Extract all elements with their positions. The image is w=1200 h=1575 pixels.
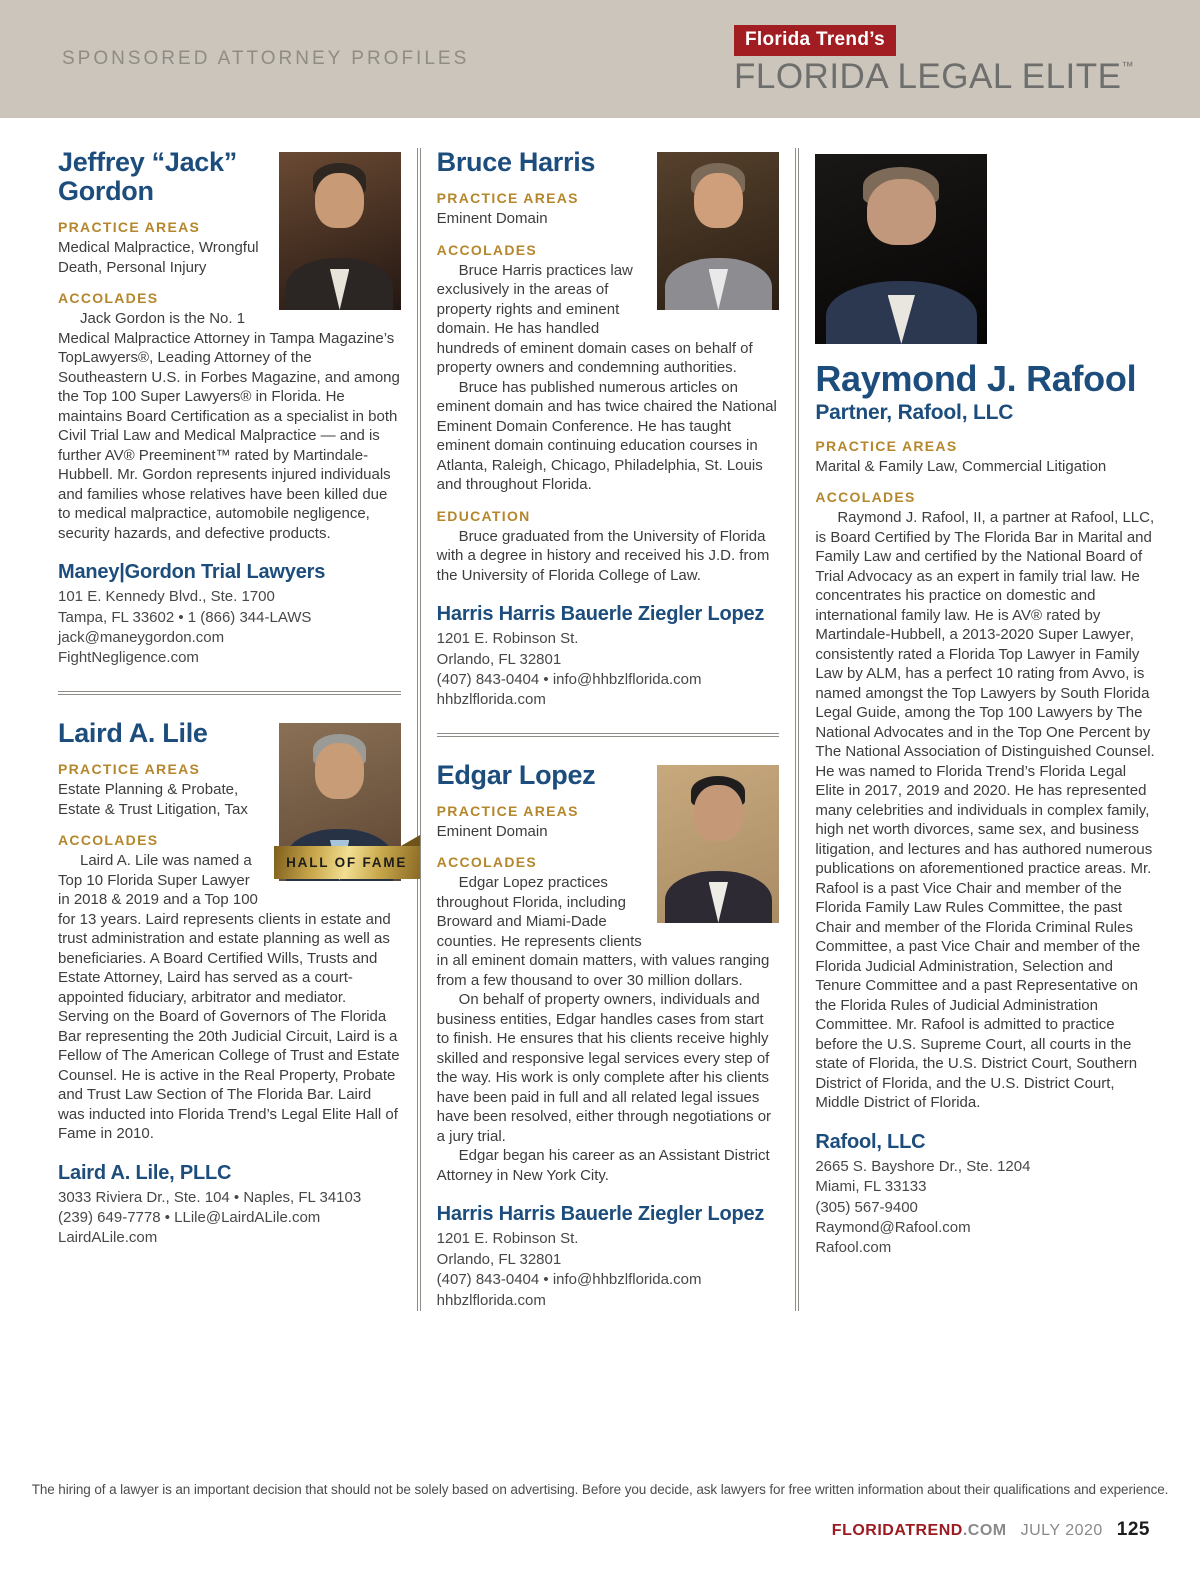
practice-areas-heading: PRACTICE AREAS (58, 761, 201, 778)
practice-areas-heading: PRACTICE AREAS (436, 802, 579, 819)
contact-website: hhbzlflorida.com (436, 691, 546, 709)
contact-line: 2665 S. Bayshore Dr., Ste. 1204 (815, 1157, 1031, 1175)
contact-line: (239) 649-7778 • LLile@LairdALile.com (58, 1208, 321, 1226)
brand-block (734, 25, 1134, 94)
contact-website: LairdALile.com (58, 1229, 158, 1247)
accolades-heading: ACCOLADES (815, 489, 916, 506)
accolades-heading: ACCOLADES (58, 290, 159, 307)
footer-site (832, 1522, 1007, 1540)
contact-email: jack@maneygordon.com (58, 629, 225, 647)
masthead (0, 0, 1200, 118)
contact-line: 1201 E. Robinson St. (436, 630, 579, 648)
firm-name: Laird A. Lile, PLLC (58, 1161, 232, 1184)
contact-website: Rafool.com (815, 1239, 892, 1257)
florida-trends-badge: Florida Trend’s (734, 25, 896, 56)
accolades-paragraph: Edgar began his career as an Assistant District Attorney in New York City. (436, 1147, 770, 1184)
attorney-photo-rafool (815, 154, 987, 344)
accolades-paragraph: Bruce Harris practices law exclusively in the areas of property rights and eminent domain. He has handled hundreds of eminent domain cases on behalf of property owners and condemning authorities. (436, 261, 753, 377)
attorney-name: Raymond J. Rafool (815, 358, 1137, 399)
column-2 (437, 148, 780, 1311)
accolades-paragraph: Raymond J. Rafool, II, a partner at Rafool, LLC, is Board Certified by The Florida Bar in Marital and Family Law and certified by the National Board of Trial Advocacy as an expert in family trial law. He concentrates his practice on domestic and international family law. He is AV® rated by Martindale-Hubbell, a 2013-2020 Super Lawyer, consistently rated a Florida Top Lawyer in Family Law by ALM, has a perfect 10 rating from Avvo, is named amongst the Top Lawyers by South Florida Legal Guide, among the Top 100 Lawyers by The National Advocates and in the Top One Percent by The National Association of Distinguished Counsel. He was named to Florida Trend’s Florida Legal Elite in 2017, 2019 and 2020. He has represented many celebrities and individuals in complex family, high net worth divorces, same sex, and business litigation, and lectures and has authored numerous publications on aforementioned practice areas. Mr. Rafool is a past Vice Chair and member of the Florida Family Law Rules Committee, the past Chair and member of the Florida Criminal Rules Committee, a past Vice Chair and member of the Florida Judicial Administration, Selection and Tenure Committee and a past Representative on the Florida Rules of Judicial Administration Committee. Mr. Rafool is admitted to practice before the U.S. Supreme Court, all courts in the state of Florida, the U.S. District Court, Southern District of Florida, and the U.S. District Court, Middle District of Florida. (815, 509, 1155, 1112)
firm-name: Harris Harris Bauerle Ziegler Lopez (436, 603, 765, 626)
legal-disclaimer: The hiring of a lawyer is an important decision that should not be solely based on advertising. Before you decide, ask lawyers for free written information about their qualifications and experience. (31, 1482, 1169, 1497)
accolades-paragraph: Edgar Lopez practices throughout Florida, including Broward and Miami-Dade counties. He represents clients in all eminent domain matters, with values ranging from a few thousand to over 30 million dollars. (436, 874, 770, 989)
brand-title (733, 56, 1134, 96)
contact-website: FightNegligence.com (58, 649, 199, 667)
photo-wrap (657, 152, 779, 310)
attorney-title: Partner, Rafool, LLC (815, 400, 1014, 424)
attorney-name: Edgar Lopez (436, 759, 596, 790)
photo-wrap (279, 152, 401, 310)
education-paragraph: Bruce graduated from the University of Florida with a degree in history and received his J.D. from the University of Florida College of Law. (436, 527, 770, 584)
attorney-photo-gordon (279, 152, 401, 310)
attorney-name: Jeffrey “Jack” Gordon (58, 147, 237, 207)
profile-bruce-harris (437, 148, 780, 711)
photo-wrap (279, 723, 408, 881)
practice-areas-heading: PRACTICE AREAS (436, 190, 579, 207)
profile-laird-lile (58, 717, 408, 1249)
firm-name: Rafool, LLC (815, 1130, 926, 1153)
footer-site-name: FLORIDATREND (831, 1522, 963, 1539)
page-number: 125 (1116, 1519, 1150, 1540)
column-1 (58, 147, 408, 1311)
accolades-paragraph: Jack Gordon is the No. 1 Medical Malpractice Attorney in Tampa Magazine’s TopLawyers®, Leading Attorney of the Southeastern U.S. in Forbes Magazine, and among the Top 100 Super Lawyers® in Florida. He maintains Board Certification as a specialist in both Civil Trial Law and Medical Malpractice — and is further AV® Preeminent™ rated by Martindale-Hubbell. Mr. Gordon represents injured individuals and families whose relatives have been killed due to medical malpractice, automobile negligence, security hazards, and defective products. (58, 310, 400, 542)
photo-wrap (815, 154, 987, 344)
footer-issue-date: JULY 2020 (1020, 1522, 1103, 1539)
column-divider (417, 148, 421, 1311)
contact-email: (407) 843-0404 • info@hhbzlflorida.com (436, 1271, 702, 1289)
portrait-face (694, 173, 743, 228)
firm-name: Maney|Gordon Trial Lawyers (58, 561, 326, 584)
accolades-paragraph: Laird A. Lile was named a Top 10 Florida Super Lawyer in 2018 & 2019 and a Top 100 for 13 years. Laird represents clients in estate and trust administration and estate planning as well as beneficiaries. A Board Certified Wills, Trusts and Estate Attorney, Laird has served as a court-appointed fiduciary, arbitrator and mediator. Serving on the Board of Governors of The Florida Bar representing the 20th Judicial Circuit, Laird is a Fellow of The American College of Trust and Estate Counsel. He is active in the Real Property, Probate and Trust Law Section of The Florida Bar. Laird was inducted into Florida Trend’s Legal Elite Hall of Fame in 2010. (58, 852, 400, 1143)
practice-areas-text: Eminent Domain (436, 822, 548, 840)
accolades-heading: ACCOLADES (436, 241, 538, 258)
content-grid (0, 118, 1200, 1311)
contact-email: (407) 843-0404 • info@hhbzlflorida.com (436, 670, 702, 688)
profile-separator (437, 733, 780, 737)
footer-site-tld: .COM (962, 1522, 1007, 1539)
portrait-face (694, 785, 743, 840)
contact-line: Tampa, FL 33602 • 1 (866) 344-LAWS (58, 608, 312, 626)
practice-areas-heading: PRACTICE AREAS (58, 219, 201, 236)
education-heading: EDUCATION (436, 507, 531, 524)
contact-email: Raymond@Rafool.com (815, 1219, 971, 1237)
brand-title-text: FLORIDA LEGAL ELITE (733, 56, 1122, 96)
column-3 (815, 148, 1158, 1311)
practice-areas-text: Estate Planning & Probate, Estate & Trust Litigation, Tax (58, 781, 248, 818)
hall-of-fame-ribbon: HALL OF FAME (274, 846, 420, 879)
profile-edgar-lopez (437, 761, 780, 1311)
practice-areas-heading: PRACTICE AREAS (815, 437, 958, 454)
attorney-photo-lopez (657, 765, 779, 923)
accolades-heading: ACCOLADES (436, 854, 538, 871)
attorney-name: Laird A. Lile (58, 717, 208, 748)
accolades-paragraph: Bruce has published numerous articles on eminent domain and has twice chaired the National Eminent Domain Conference. He has taught eminent domain continuing education courses in Atlanta, Raleigh, Chicago, Philadelphia, St. Louis and throughout Florida. (436, 378, 777, 494)
practice-areas-text: Marital & Family Law, Commercial Litigation (815, 457, 1107, 475)
footer-meta (832, 1519, 1150, 1541)
accolades-paragraph: On behalf of property owners, individuals and business entities, Edgar handles cases from start to finish. He ensures that his clients receive highly skilled and responsive legal services every step of the way. His work is only complete after his clients have been paid in full and all related legal issues have been resolved, either through negotiations or a jury trial. (436, 991, 772, 1145)
attorney-photo-harris (657, 152, 779, 310)
attorney-name: Bruce Harris (436, 147, 596, 177)
contact-line: Miami, FL 33133 (815, 1178, 927, 1196)
portrait-face (315, 743, 364, 798)
contact-line: 101 E. Kennedy Blvd., Ste. 1700 (58, 588, 275, 606)
profile-separator (58, 691, 401, 695)
photo-wrap (657, 765, 779, 923)
accolades-heading: ACCOLADES (58, 832, 159, 849)
contact-line: 1201 E. Robinson St. (436, 1230, 579, 1248)
firm-name: Harris Harris Bauerle Ziegler Lopez (436, 1203, 765, 1226)
portrait-face (315, 173, 364, 228)
portrait-face (867, 179, 936, 246)
practice-areas-text: Eminent Domain (436, 210, 548, 228)
contact-website: hhbzlflorida.com (436, 1291, 546, 1309)
contact-line: Orlando, FL 32801 (436, 1250, 562, 1268)
profile-raymond-rafool (815, 154, 1158, 1259)
trademark-symbol: ™ (1121, 58, 1134, 73)
contact-line: Orlando, FL 32801 (436, 650, 562, 668)
practice-areas-text: Medical Malpractice, Wrongful Death, Personal Injury (58, 239, 259, 276)
column-divider (795, 148, 799, 1311)
page-kicker: SPONSORED ATTORNEY PROFILES (62, 48, 470, 69)
contact-line: 3033 Riviera Dr., Ste. 104 • Naples, FL 34103 (58, 1188, 362, 1206)
contact-phone: (305) 567-9400 (815, 1198, 918, 1216)
profile-jeffrey-gordon (58, 148, 401, 669)
